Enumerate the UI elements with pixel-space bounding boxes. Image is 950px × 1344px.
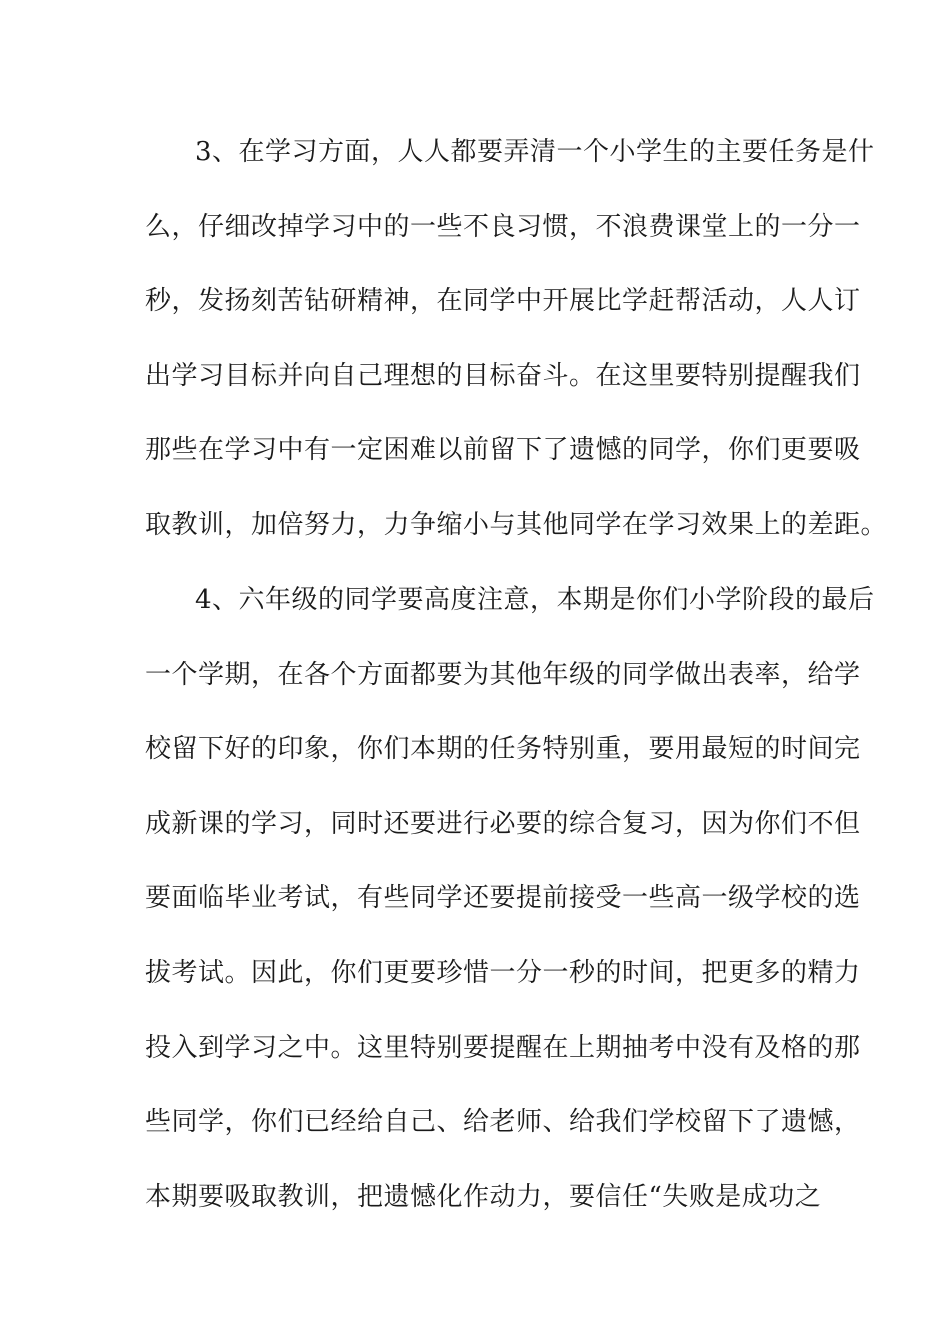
paragraph-4-line-3: 校留下好的印象，你们本期的任务特别重，要用最短的时间完: [145, 734, 861, 764]
paragraph-4-line-6: 拔考试。因此，你们更要珍惜一分一秒的时间，把更多的精力: [145, 958, 861, 988]
paragraph-4-line-8: 些同学，你们已经给自己、给老师、给我们学校留下了遗憾，: [145, 1107, 861, 1137]
paragraph-4-line-7: 投入到学习之中。这里特别要提醒在上期抽考中没有及格的那: [145, 1033, 861, 1063]
paragraph-4-line-5: 要面临毕业考试，有些同学还要提前接受一些高一级学校的选: [145, 883, 861, 913]
paragraph-4-line-2: 一个学期，在各个方面都要为其他年级的同学做出表率，给学: [145, 660, 861, 690]
paragraph-4-line-9: 本期要吸取教训，把遗憾化作动力，要信任“失败是成功之: [145, 1182, 822, 1212]
paragraph-3-line-4: 出学习目标并向自己理想的目标奋斗。在这里要特别提醒我们: [145, 361, 861, 391]
paragraph-3-line-6: 取教训，加倍努力，力争缩小与其他同学在学习效果上的差距。: [145, 510, 888, 540]
paragraph-3-line-1: 3、在学习方面，人人都要弄清一个小学生的主要任务是什: [195, 137, 875, 167]
paragraph-3-line-5: 那些在学习中有一定困难以前留下了遗憾的同学，你们更要吸: [145, 435, 861, 465]
paragraph-4-line-1: 4、六年级的同学要高度注意，本期是你们小学阶段的最后: [195, 585, 875, 615]
paragraph-4-line-4: 成新课的学习，同时还要进行必要的综合复习，因为你们不但: [145, 809, 861, 839]
paragraph-3-line-2: 么，仔细改掉学习中的一些不良习惯，不浪费课堂上的一分一: [145, 212, 861, 242]
paragraph-3-line-3: 秒，发扬刻苦钻研精神，在同学中开展比学赶帮活动，人人订: [145, 286, 861, 316]
